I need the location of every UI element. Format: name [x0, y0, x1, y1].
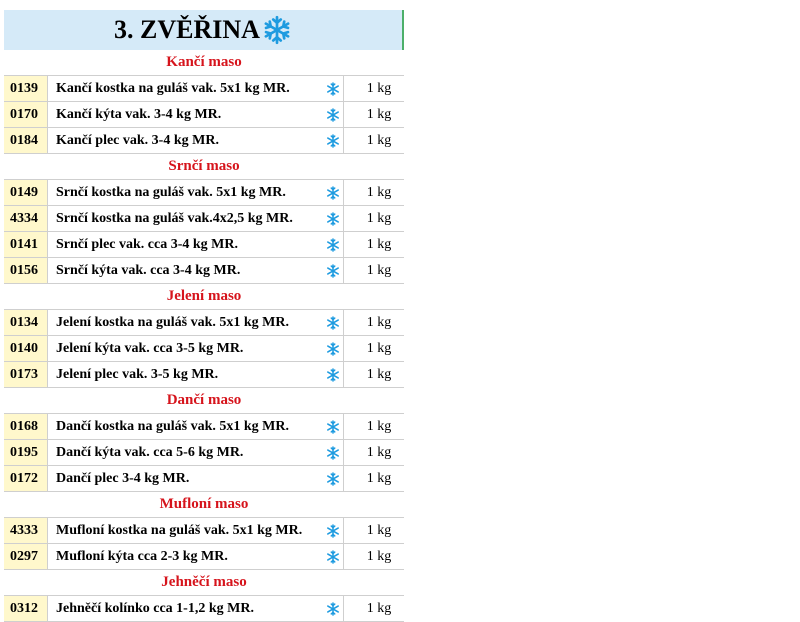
table-row	[4, 544, 404, 570]
product-name: Jehněčí kolínko cca 1-1,2 kg MR.	[56, 600, 254, 616]
product-code: 0312	[4, 596, 48, 621]
unit-value: 1 kg	[366, 470, 392, 486]
unit-value: 1 kg	[366, 132, 392, 148]
table-row	[4, 310, 404, 336]
unit-value: 1 kg	[366, 600, 392, 616]
product-code: 0170	[4, 102, 48, 127]
product-name: Srnčí kostka na guláš vak.4x2,5 kg MR.	[56, 210, 293, 226]
product-name: Srnčí kýta vak. cca 3-4 kg MR.	[56, 262, 241, 278]
snowflake-icon	[323, 128, 344, 153]
product-code: 0141	[4, 232, 48, 257]
unit-value: 1 kg	[366, 80, 392, 96]
product-list	[4, 50, 404, 622]
unit-value: 1 kg	[366, 548, 392, 564]
product-code: 0149	[4, 180, 48, 205]
product-name: Mufloní kostka na guláš vak. 5x1 kg MR.	[56, 522, 303, 538]
category-heading: Mufloní maso	[4, 492, 404, 518]
unit-value: 1 kg	[366, 522, 392, 538]
unit-value: 1 kg	[366, 314, 392, 330]
page-title: 3. ZVĚŘINA	[114, 15, 260, 44]
snowflake-icon	[323, 544, 344, 569]
product-name: Dančí kostka na guláš vak. 5x1 kg MR.	[56, 418, 289, 434]
table-row	[4, 518, 404, 544]
product-name: Srnčí kostka na guláš vak. 5x1 kg MR.	[56, 184, 286, 200]
product-code: 0140	[4, 336, 48, 361]
category-heading: Kančí maso	[4, 50, 404, 76]
unit-value: 1 kg	[366, 444, 392, 460]
snowflake-icon	[262, 15, 292, 45]
product-name: Mufloní kýta cca 2-3 kg MR.	[56, 548, 228, 564]
unit-value: 1 kg	[366, 184, 392, 200]
snowflake-icon	[323, 362, 344, 387]
table-row	[4, 180, 404, 206]
snowflake-icon	[323, 258, 344, 283]
category-heading: Jelení maso	[4, 284, 404, 310]
table-row	[4, 414, 404, 440]
snowflake-icon	[323, 440, 344, 465]
product-name: Dančí kýta vak. cca 5-6 kg MR.	[56, 444, 244, 460]
product-name: Dančí plec 3-4 kg MR.	[56, 470, 190, 486]
snowflake-icon	[323, 310, 344, 335]
table-row	[4, 258, 404, 284]
product-name: Jelení kýta vak. cca 3-5 kg MR.	[56, 340, 244, 356]
snowflake-icon	[323, 466, 344, 491]
table-row	[4, 440, 404, 466]
product-name: Kančí plec vak. 3-4 kg MR.	[56, 132, 219, 148]
table-row	[4, 466, 404, 492]
category-heading: Dančí maso	[4, 388, 404, 414]
product-name: Kančí kostka na guláš vak. 5x1 kg MR.	[56, 80, 290, 96]
product-code: 0139	[4, 76, 48, 101]
table-row	[4, 102, 404, 128]
product-code: 0168	[4, 414, 48, 439]
unit-value: 1 kg	[366, 366, 392, 382]
table-row	[4, 76, 404, 102]
table-row	[4, 362, 404, 388]
table-row	[4, 336, 404, 362]
table-row	[4, 232, 404, 258]
snowflake-icon	[323, 102, 344, 127]
snowflake-icon	[323, 232, 344, 257]
table-row	[4, 206, 404, 232]
product-name: Jelení kostka na guláš vak. 5x1 kg MR.	[56, 314, 289, 330]
product-code: 0297	[4, 544, 48, 569]
unit-value: 1 kg	[366, 210, 392, 226]
unit-value: 1 kg	[366, 236, 392, 252]
product-name: Srnčí plec vak. cca 3-4 kg MR.	[56, 236, 238, 252]
product-code: 4334	[4, 206, 48, 231]
snowflake-icon	[323, 180, 344, 205]
product-code: 0134	[4, 310, 48, 335]
product-name: Jelení plec vak. 3-5 kg MR.	[56, 366, 219, 382]
table-row	[4, 596, 404, 622]
product-code: 0156	[4, 258, 48, 283]
price-list-sheet	[4, 10, 404, 622]
snowflake-icon	[323, 206, 344, 231]
product-code: 0184	[4, 128, 48, 153]
snowflake-icon	[323, 414, 344, 439]
snowflake-icon	[323, 336, 344, 361]
product-code: 0195	[4, 440, 48, 465]
snowflake-icon	[323, 76, 344, 101]
category-heading: Srnčí maso	[4, 154, 404, 180]
product-code: 0173	[4, 362, 48, 387]
category-heading: Jehněčí maso	[4, 570, 404, 596]
unit-value: 1 kg	[366, 106, 392, 122]
unit-value: 1 kg	[366, 262, 392, 278]
unit-value: 1 kg	[366, 340, 392, 356]
snowflake-icon	[323, 518, 344, 543]
snowflake-icon	[323, 596, 344, 621]
product-code: 0172	[4, 466, 48, 491]
product-name: Kančí kýta vak. 3-4 kg MR.	[56, 106, 222, 122]
table-row	[4, 128, 404, 154]
product-code: 4333	[4, 518, 48, 543]
unit-value: 1 kg	[366, 418, 392, 434]
title-bar	[4, 10, 404, 50]
